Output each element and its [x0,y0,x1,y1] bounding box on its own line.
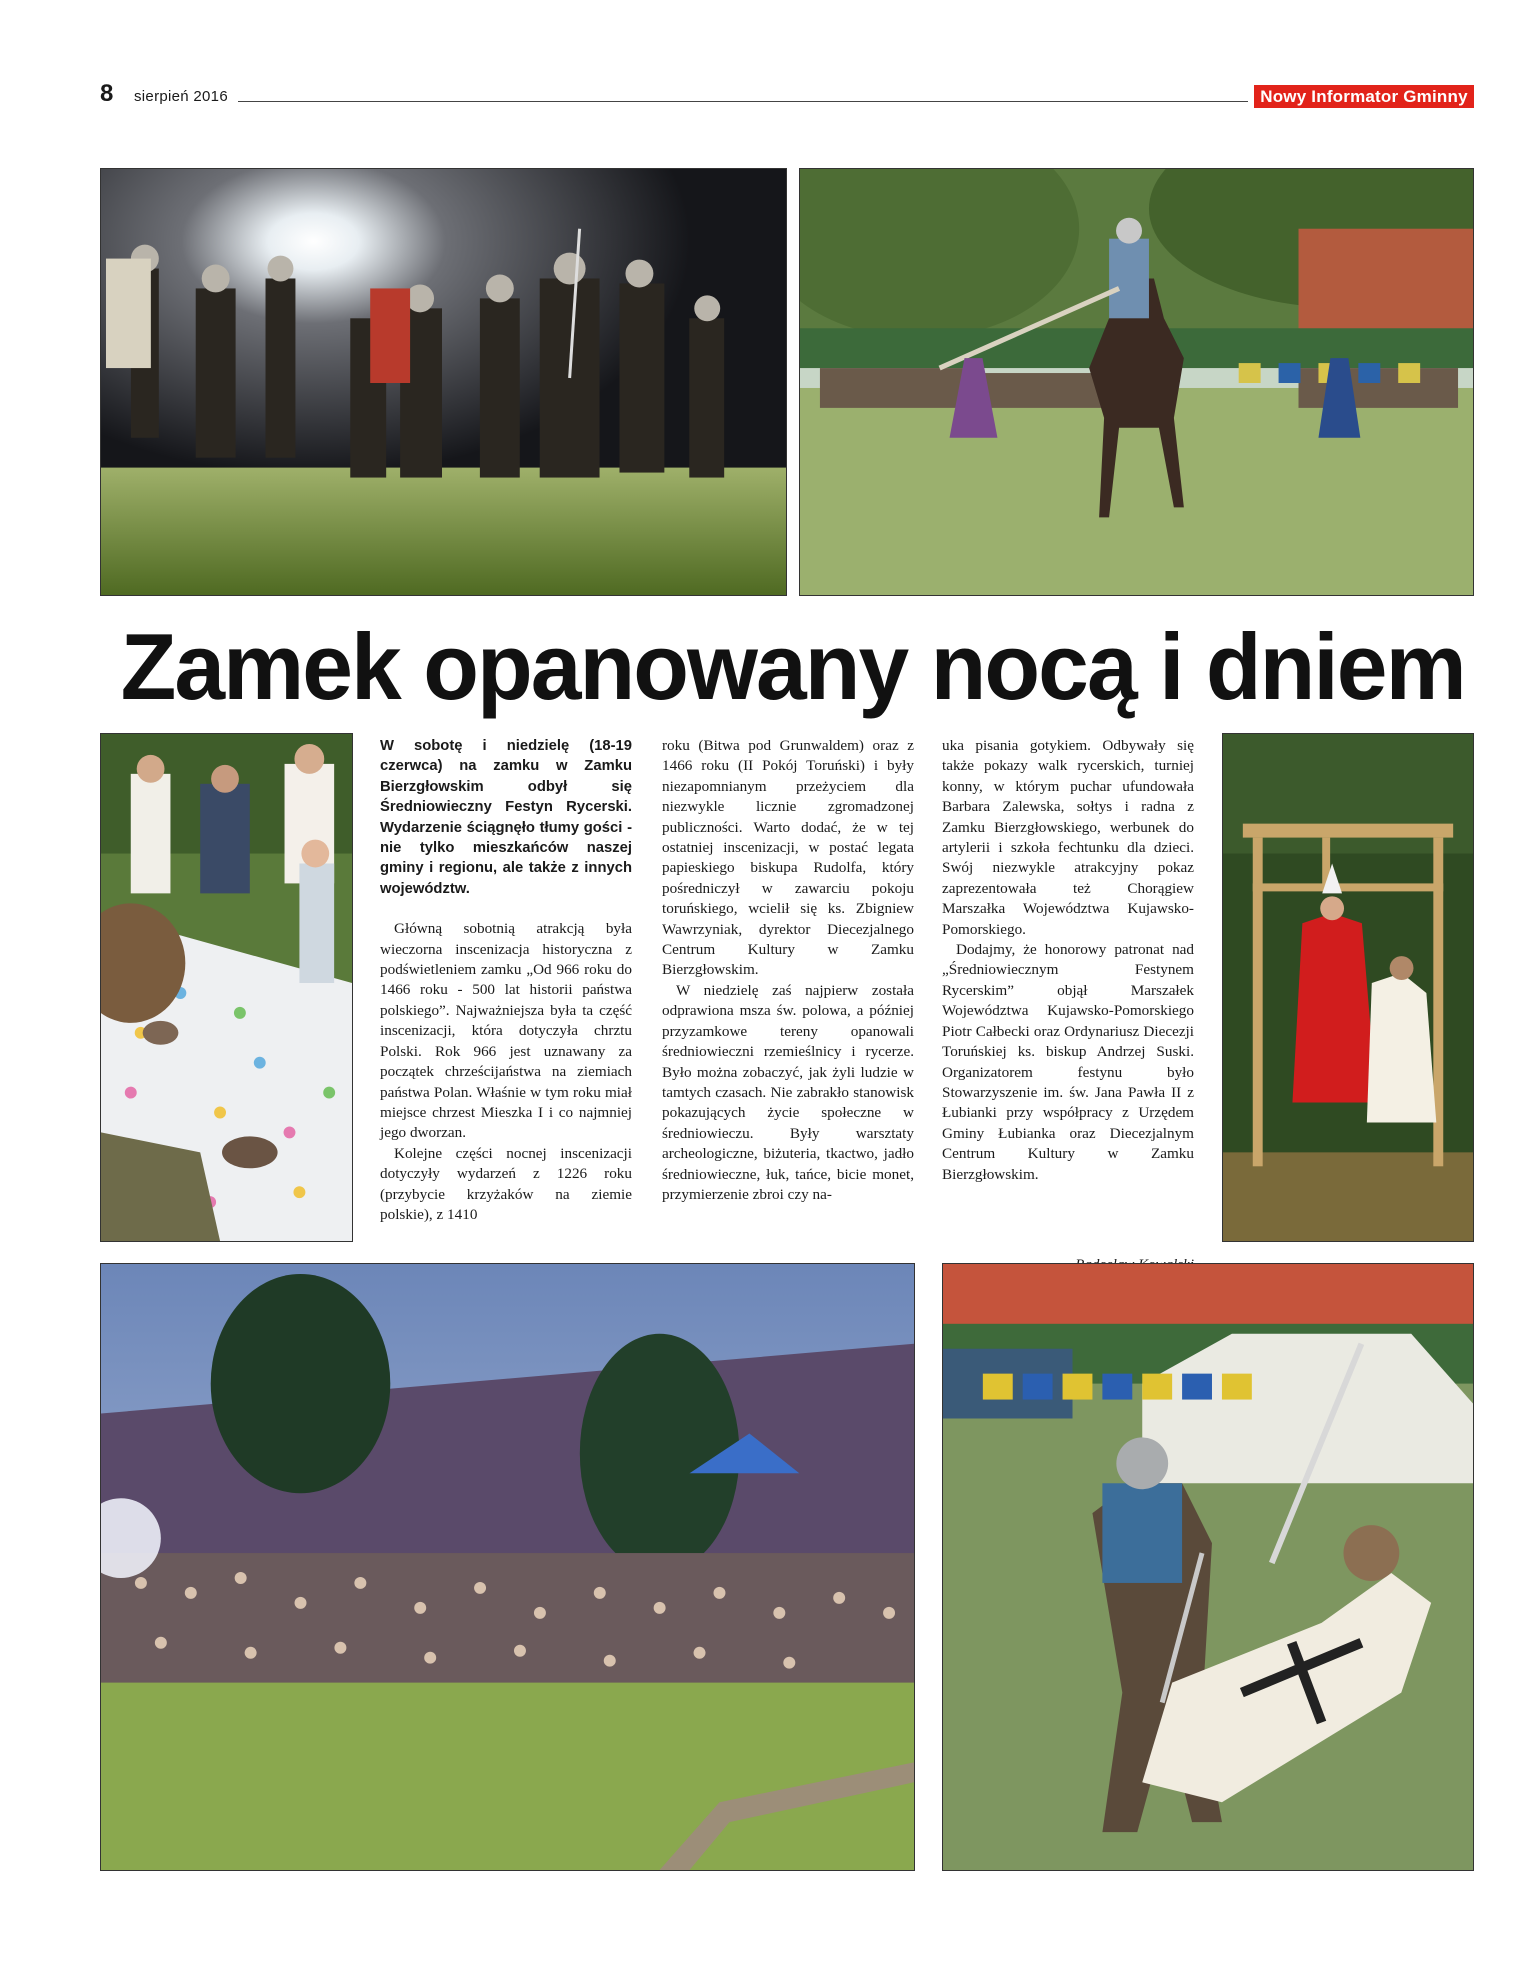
photo-mounted-knight [799,168,1474,596]
article-paragraph: Kolejne części nocnej inscenizacji dotyczyły wydarzeń z 1226 roku (przybycie krzyżaków na ziemie polskie), z 1410 [380,1144,632,1223]
photo-bishop-blessing [1222,733,1474,1242]
article-column-1 [380,736,632,1225]
article-paragraph: Główną sobotnią atrakcją była wieczorna inscenizacja historyczna z podświetleniem zamku „Od 966 roku do 1466 roku - 500 lat historii państwa polskiego”. Najważniejsza była ta część inscenizacji, która dotyczyła chrztu Polski. Rok 966 jest uznawany za początek chrześcijaństwa na ziemiach państwa Polan. Właśnie w tym roku miał miejsce chrzest Mieszka I i co najmniej jego dworzan. [380,920,632,1142]
publication-badge: Nowy Informator Gminny [1254,85,1474,108]
photo-pottery-workshop [100,733,353,1242]
page-number: 8 [100,80,114,107]
photo-knights-duel [942,1263,1474,1871]
article-paragraph: roku (Bitwa pod Grunwaldem) oraz z 1466 roku (II Pokój Toruński) i były niezapomnianym przeżyciem dla niezwykle licznie zgromadzonej publiczności. Warto dodać, że w tej ostatniej inscenizacji, w postać legata papieskiego biskupa Rudolfa, który pośredniczył w zawarciu pokoju toruńskiego, wcielił się ks. Zbigniew Wawrzyniak, dyrektor Diecezjalnego Centrum Kultury w Zamku Bierzgłowskim. [662,737,914,979]
article-lead: W sobotę i niedzielę (18-19 czerwca) na zamku w Zamku Bierzgłowskim odbył się Średniowieczny Festyn Rycerski. Wydarzenie ściągnęło tłumy gości - nie tylko mieszkańców naszej gminy i regionu, ale także z innych województw. [380,738,632,897]
article-column-2 [662,736,914,1205]
article-headline: Zamek opanowany nocą i dniem [120,614,1465,719]
issue-date: sierpień 2016 [134,88,228,105]
article-paragraph: W niedzielę zaś najpierw została odprawiona msza św. polowa, a później przyzamkowe tereny opanowali średniowieczni rzemieślnicy i rycerze. Było można zobaczyć, jak żyli ludzie w tamtych czasach. Nie zabrakło stanowisk pokazujących życie społeczne w średniowieczu. Były warsztaty archeologiczne, biżuteria, tkactwo, jadło średniowieczne, łuk, tańce, bicie monet, przymierzenie zbroi czy na- [662,981,914,1203]
article-paragraph: uka pisania gotykiem. Odbywały się także pokazy walk rycerskich, turniej konny, w którym puchar ufundowała Barbara Zalewska, sołtys i radna z Zamku Bierzgłowskiego, werbunek do artylerii i szkoła fechtunku dla dzieci. Swój niezwykle atrakcyjny pokaz zaprezentowała też Chorągiew Marszałka Województwa Kujawsko-Pomorskiego. [942,737,1194,938]
article-paragraph: Dodajmy, że honorowy patronat nad „Średniowiecznym Festynem Rycerskim” objął Marszałek Województwa Kujawsko-Pomorskiego Piotr Całbecki oraz Ordynariusz Diecezji Toruńskiej ks. biskup Andrzej Suski. Organizatorem festynu było Stowarzyszenie im. św. Jana Pawła II z Łubianki przy współpracy z Urzędem Gminy Łubianka oraz Diecezjalnym Centrum Kultury w Zamku Bierzgłowskim. [942,941,1194,1183]
article-column-3 [942,736,1194,1185]
photo-crowd-audience [100,1263,915,1871]
photo-night-battle [100,168,787,596]
header-rule [238,101,1248,102]
